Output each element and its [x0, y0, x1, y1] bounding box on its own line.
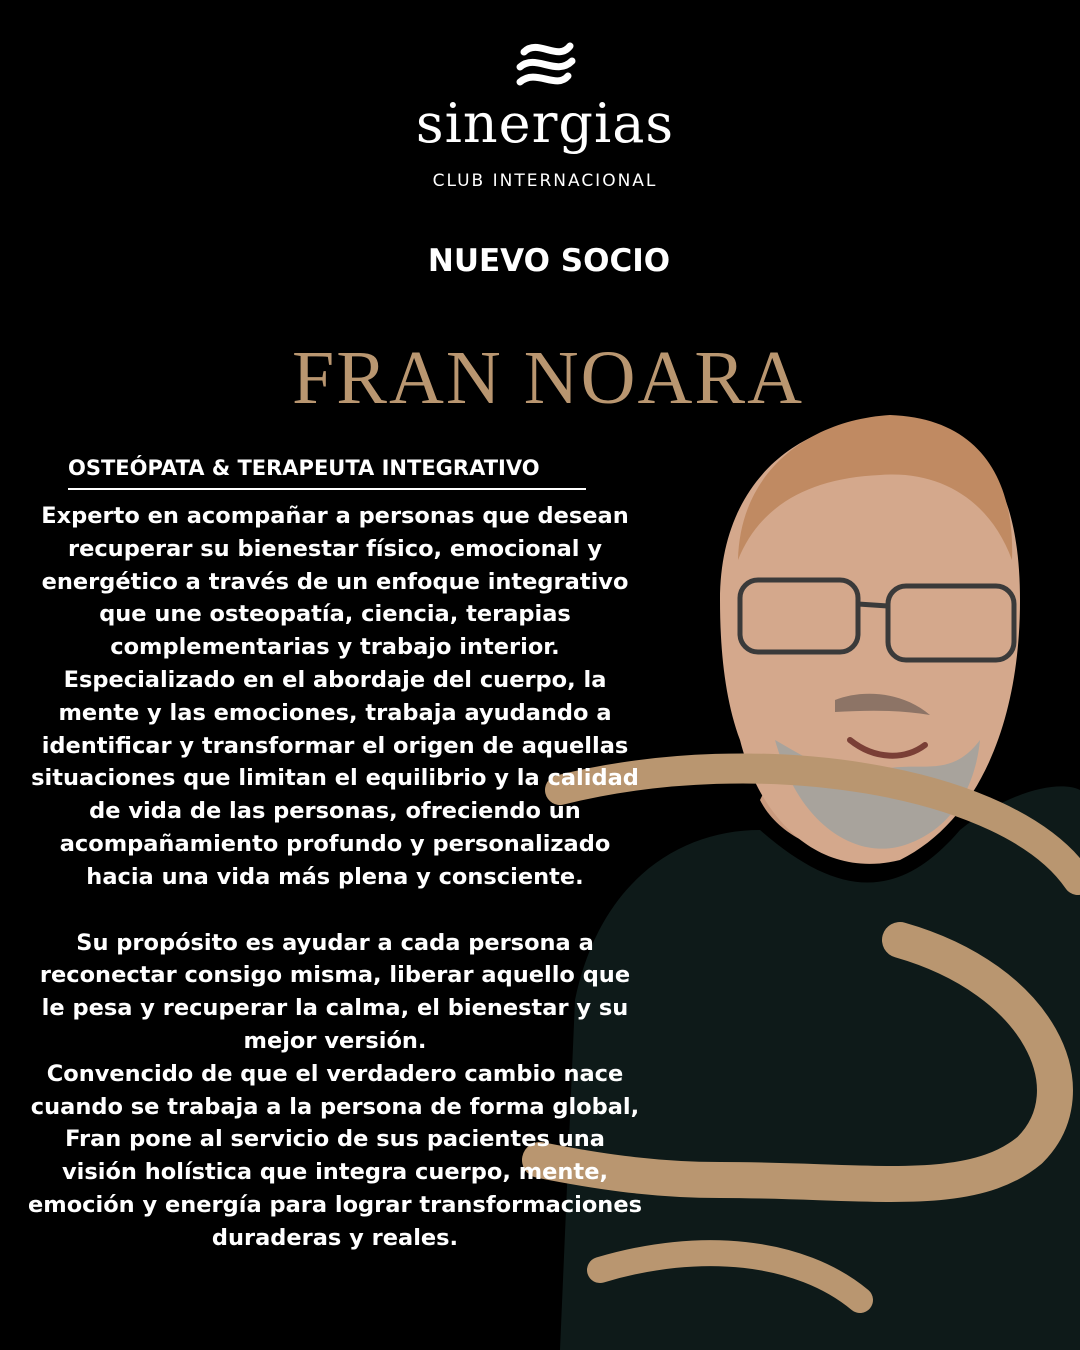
announcement-tag: NUEVO SOCIO [427, 243, 671, 279]
bio-paragraph: Su propósito es ayudar a cada persona a reconectar consigo misma, liberar aquello que le pesa y recuperar la calma, el bienestar y su mejor versión. [39, 929, 631, 1054]
paragraph-spacer [25, 894, 645, 927]
bio-paragraph: Experto en acompañar a personas que desean recuperar su bienestar físico, emocional y energético a través de un enfoque integrativo que une osteopatía, ciencia, terapias complementarias y trabajo interior. [41, 503, 629, 661]
member-name: FRAN NOARA [292, 336, 804, 420]
member-role: OSTEÓPATA & TERAPEUTA INTEGRATIVO [68, 456, 586, 490]
bio-paragraph: Convencido de que el verdadero cambio nace cuando se trabaja a la persona de forma global, Fran pone al servicio de sus pacientes una visión holística que integra cuerpo, mente, emoción y energía para lograr transformaciones duraderas y reales. [28, 1060, 642, 1251]
swirl-logo-icon [510, 40, 580, 90]
bio-paragraph: Especializado en el abordaje del cuerpo, la mente y las emociones, trabaja ayudando a identificar y transformar el origen de aquellas situaciones que limitan el equilibrio y la calidad de vida de las personas, ofreciendo un acompañamiento profundo y personalizado hacia una vida más plena y consciente. [31, 666, 639, 890]
brand-subtitle: CLUB INTERNACIONAL [432, 171, 658, 191]
brand-name: sinergias [415, 92, 675, 155]
member-bio [25, 500, 645, 1255]
